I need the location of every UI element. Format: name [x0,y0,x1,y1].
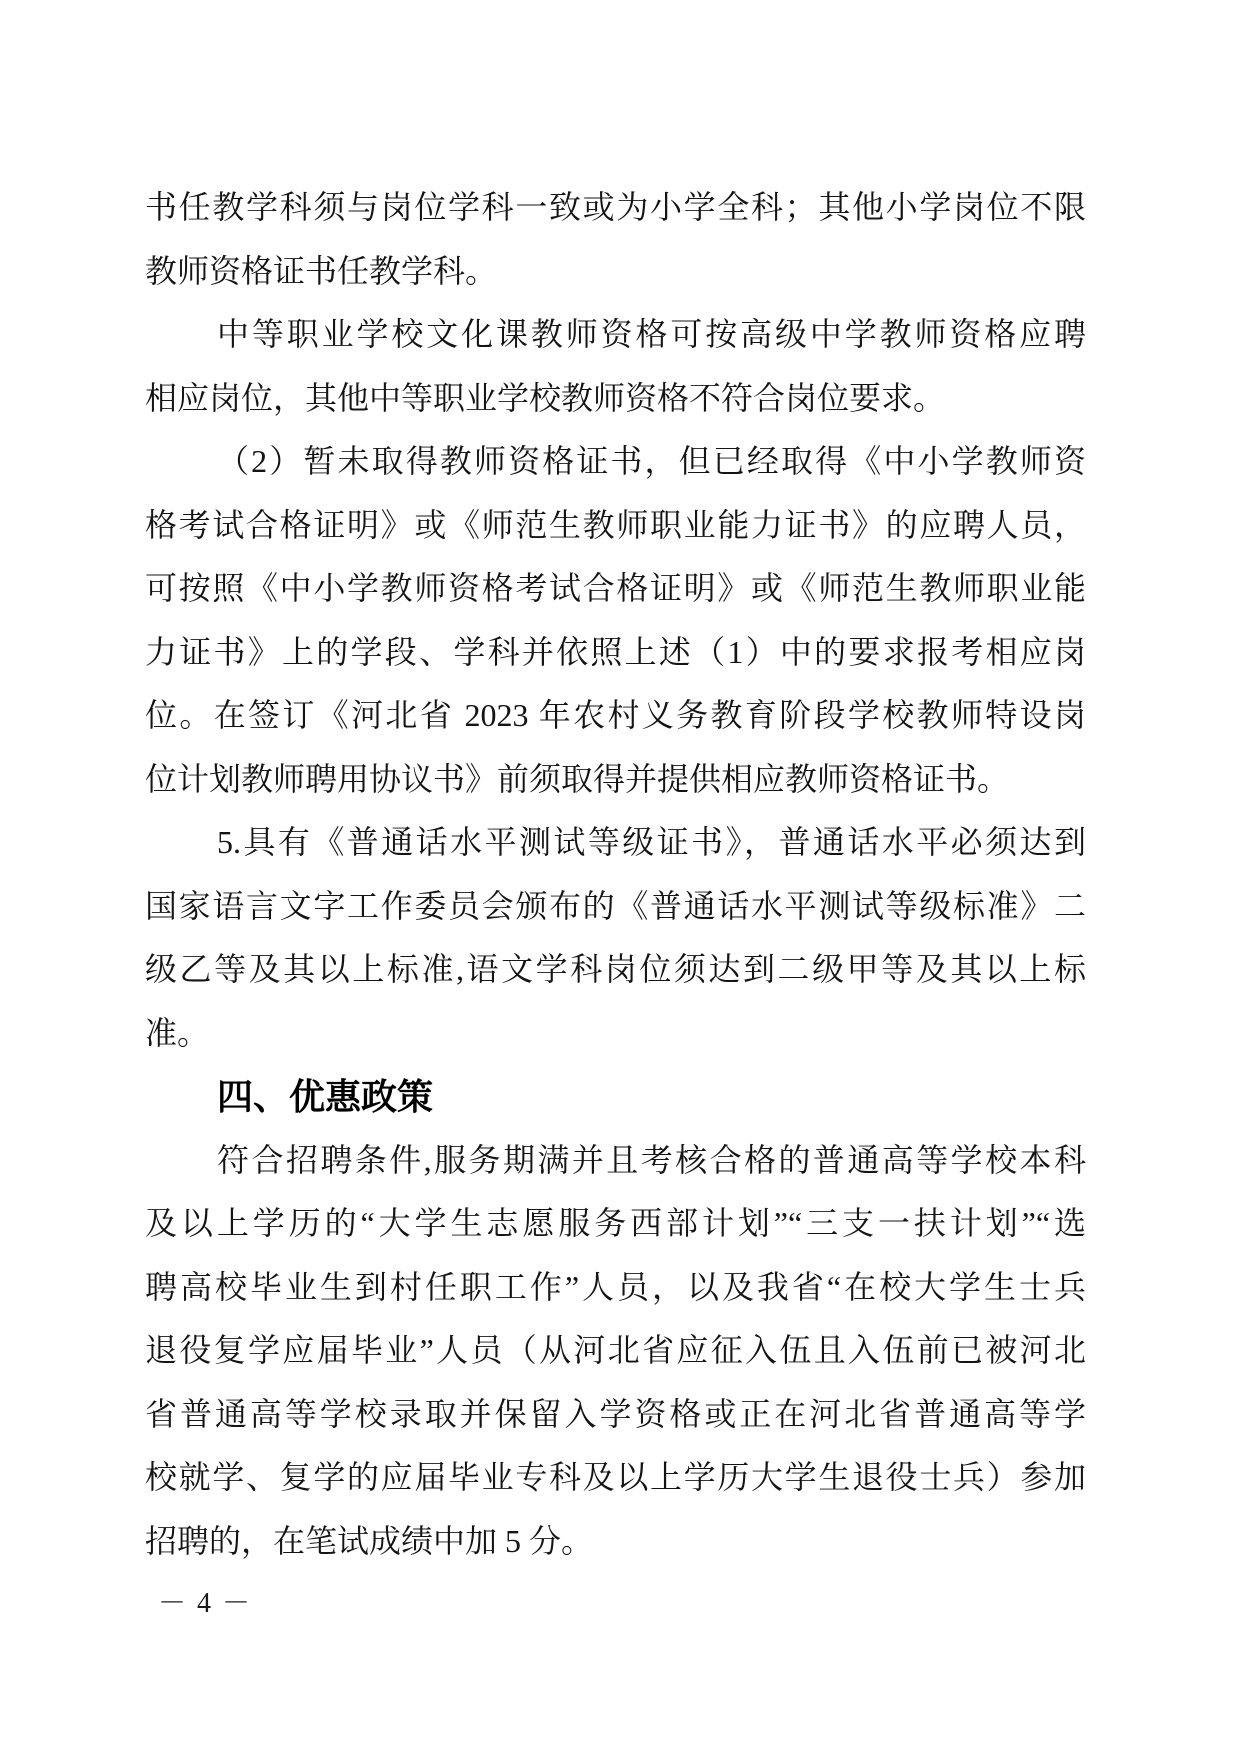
text-line: 准。 [145,1014,210,1051]
text-line: 退役复学应届毕业”人员（从河北省应征入伍且入伍前已被河北 [145,1332,1086,1368]
document-body [145,176,1086,1573]
text-line: 省普通高等学校录取并保留入学资格或正在河北省普通高等学 [145,1395,1086,1432]
text-line: 招聘的，在笔试成绩中加 5 分。 [145,1522,594,1559]
text-line: 格考试合格证明》或《师范生教师职业能力证书》的应聘人员， [145,506,1086,543]
text-line: 相应岗位，其他中等职业学校教师资格不符合岗位要求。 [145,379,946,416]
text-line: 校就学、复学的应届毕业专科及以上学历大学生退役士兵）参加 [145,1459,1086,1495]
text-line: 符合招聘条件,服务期满并且考核合格的普通高等学校本科 [217,1141,1086,1178]
text-line: 级乙等及其以上标准,语文学科岗位须达到二级甲等及其以上标 [145,951,1086,987]
text-line: （2）暂未取得教师资格证书，但已经取得《中小学教师资 [217,443,1086,479]
text-line: 聘高校毕业生到村任职工作”人员，以及我省“在校大学生士兵 [145,1268,1086,1305]
text-line: 可按照《中小学教师资格考试合格证明》或《师范生教师职业能 [145,570,1086,606]
text-line: 教师资格证书任教学科。 [145,252,498,289]
text-line: 书任教学科须与岗位学科一致或为小学全科；其他小学岗位不限 [145,189,1086,225]
text-line: 力证书》上的学段、学科并依照上述（1）中的要求报考相应岗 [145,633,1086,670]
text-line: 中等职业学校文化课教师资格可按高级中学教师资格应聘 [217,316,1086,352]
text-line: 位。在签订《河北省 2023 年农村义务教育阶段学校教师特设岗 [145,697,1086,733]
text-line: 位计划教师聘用协议书》前须取得并提供相应教师资格证书。 [145,760,1010,797]
page-number: － 4 － [158,1588,253,1619]
text-line: 及以上学历的“大学生志愿服务西部计划”“三支一扶计划”“选 [145,1205,1086,1241]
text-line: 5.具有《普通话水平测试等级证书》，普通话水平必须达到 [217,824,1086,860]
text-line: 国家语言文字工作委员会颁布的《普通话水平测试等级标准》二 [145,887,1086,924]
section-heading: 四、优惠政策 [217,1076,434,1117]
